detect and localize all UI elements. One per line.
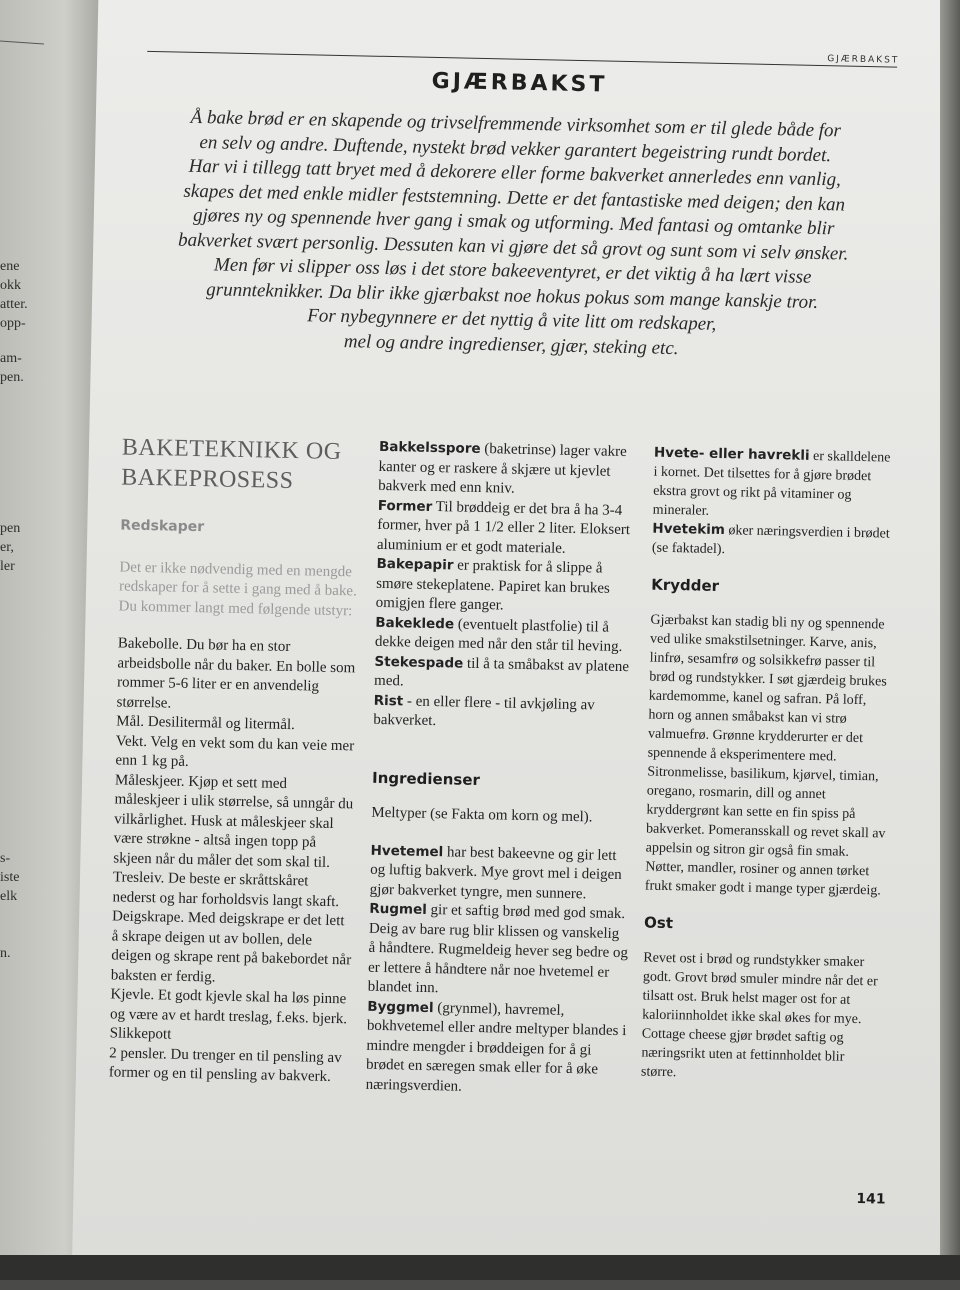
bran-entry bbox=[653, 444, 895, 525]
page-title: GJÆRBAKST bbox=[431, 68, 608, 98]
intro-line: For nybegynnere er det nyttig å vite litt om redskaper, bbox=[306, 305, 717, 335]
tool-item: Slikkepott bbox=[109, 1025, 172, 1043]
page-number: 141 bbox=[856, 1191, 886, 1208]
flour-text: (grynmel), havremel, bokhvetemel eller andre meltyper blandes i mindre mengder i brøddeigen for å gi brødet en særegen smak eller for å øke næringsverdien. bbox=[365, 999, 627, 1095]
left-page-fragment: ler bbox=[0, 559, 15, 574]
intro-line: bakverket svært personlig. Dessuten kan vi gjøre det så grovt og sunt som vi selv ønsker. bbox=[177, 229, 849, 265]
bran-term: Hvete- eller havrekli bbox=[653, 444, 810, 464]
bran-entry bbox=[652, 520, 893, 563]
flour-entry bbox=[370, 841, 631, 905]
left-page-fragment: okk bbox=[0, 278, 21, 293]
section-title: BAKETEKNIKK OG BAKEPROSESS bbox=[121, 434, 342, 495]
flour-text: gir et saftig brød med god smak. Deig av bare rug blir klissen og vanskelig å håndtere. Rugmeldeig hever seg bedre og er lettere å håndtere når noe hvetemel er blandet inn. bbox=[367, 901, 629, 997]
left-page-fragment: opp- bbox=[0, 316, 26, 331]
tool-term: Former bbox=[377, 497, 433, 515]
tool-text: til å ta småbakst av platene med. bbox=[373, 655, 630, 690]
tool-item: Deigskrape. Med deigskrape er det lett å skrape deigen ut av bollen, dele deigen og skrape rent på bakebordet når baksten er ferdig. bbox=[110, 908, 352, 986]
tool-text: - en eller flere - til avkjøling av bakverket. bbox=[373, 692, 595, 730]
tool-item: Måleskjeer. Kjøp et sett med måleskjeer i ulik størrelse, så unngår du vilkårlighet. Husk at måleskjeer skal være strøkne - altså ingen topp på skjeen når du måler det som skal til. bbox=[113, 771, 354, 871]
flour-entry bbox=[365, 997, 627, 1100]
tool-text: Til brøddeig er det bra å ha 3-4 former, hver på 1 1/2 eller 2 liter. Eloksert aluminium er et godt materiale. bbox=[376, 498, 631, 557]
tool-item: Kjevle. Et godt kjevle skal ha løs pinne og være av et hardt treslag, f.eks. bjerk. bbox=[109, 986, 348, 1027]
intro-line: mel og andre ingredienser, gjær, steking etc. bbox=[343, 330, 679, 359]
intro-line: skapes det med enkle midler feststemning. Dette er det fantastiske med deigen; den kan bbox=[183, 180, 846, 216]
column-1 bbox=[109, 432, 363, 1087]
flour-term: Rugmel bbox=[369, 900, 428, 918]
bran-text: er skalldelene i kornet. Det tilsettes for å gjøre brødet ekstra grovt og rikt på vitaminer og mineraler. bbox=[652, 448, 891, 519]
flour-term: Hvetemel bbox=[370, 842, 444, 860]
intro-paragraph bbox=[151, 105, 876, 365]
intro-line: en selv og andre. Duftende, nystekt brød vekker garantert begeistring rundt bordet. bbox=[199, 131, 832, 166]
tool-term: Rist bbox=[373, 692, 404, 709]
left-page-fragment: iste bbox=[0, 870, 20, 885]
spices-paragraph: Gjærbakst kan stadig bli ny og spennende ved ulike smakstilsetninger. Karve, anis, linfrø, sesamfrø og solsikkefrø passer til brød og rundstykker. I søt gjærdeig brukes kardemomme, kanel og safran. På loff, horn og annen småbakst kan vi strø valmuefrø. Grønne krydderurter er det spennende å eksperimentere med. Sitronmelisse, basilikum, kjørvel, timian, oregano, rosmarin, dill og annet kryddergrønt kan sette en fin spiss på bakverket. Pomeransskall og revet skall av appelsin og sitron gir også fin smak. Nøtter, mandler, rosiner og annen tørket frukt smaker godt i mange typer gjærdeig. bbox=[644, 612, 887, 899]
redskaper-intro: Det er ikke nødvendig med en mengde redskaper for å sette i gang med å bake. Du kommer langt med følgende utstyr: bbox=[118, 558, 357, 619]
subheading-ingredienser: Ingredienser bbox=[371, 768, 481, 789]
tool-entry bbox=[377, 496, 638, 560]
intro-line: Å bake brød er en skapende og trivselfremmende virksomhet som er til glede både for bbox=[190, 106, 842, 142]
subheading-redskaper: Redskaper bbox=[120, 517, 205, 536]
tool-item: Tresleiv. De beste er skråttskåret nederst og har forholdsvis langt skaft. bbox=[112, 869, 340, 910]
bran-text: øker næringsverdien i brødet (se faktadel). bbox=[651, 523, 890, 558]
tool-term: Bakkelsspore bbox=[378, 438, 481, 457]
tool-text: (eventuelt plastfolie) til å dekke deigen med når den står til heving. bbox=[374, 615, 623, 655]
tool-entry bbox=[375, 613, 636, 657]
meltyper-line: Meltyper (se Fakta om korn og mel). bbox=[371, 804, 593, 826]
subheading-krydder: Krydder bbox=[651, 575, 720, 595]
cheese-paragraph: Revet ost i brød og rundstykker smaker godt. Grovt brød smuler mindre når det er tilsatt ost. Bruk helst mager ost for at kaloriinnholdet ikke skal økes for mye. Cottage cheese gjør brødet saftig og næringsrikt uten at fettinnholdet blir større. bbox=[640, 950, 878, 1081]
left-page-fragment: pen bbox=[0, 521, 21, 536]
tool-item: 2 pensler. Du trenger en til pensling av former og en til pensling av bakverk. bbox=[108, 1044, 342, 1085]
tool-entry bbox=[374, 652, 635, 696]
subheading-ost: Ost bbox=[643, 913, 674, 933]
tool-item: Vekt. Velg en vekt som du kan veie mer enn 1 kg på. bbox=[115, 732, 355, 770]
running-head: GJÆRBAKST bbox=[827, 54, 900, 66]
column-2 bbox=[365, 438, 639, 1100]
column-3 bbox=[641, 444, 894, 1087]
tool-item: Bakebolle. Du bør ha en stor arbeidsbolle når du baker. En bolle som rommer 5-6 liter er en anvendelig størrelse. bbox=[116, 635, 356, 712]
left-page-fragment: s- bbox=[0, 851, 11, 866]
flour-term: Byggmel bbox=[367, 998, 434, 1016]
tool-entry bbox=[373, 691, 634, 735]
tool-entry bbox=[376, 555, 637, 619]
intro-line: grunnteknikker. Da blir ikke gjærbakst noe hokus pokus som mange kanskje tror. bbox=[206, 278, 819, 313]
flour-entry bbox=[367, 900, 629, 1003]
tool-item: Mål. Desilitermål og litermål. bbox=[116, 713, 296, 734]
tool-text: er praktisk for å slippe å smøre stekeplatene. Papiret kan brukes omigjen flere ganger. bbox=[375, 557, 610, 614]
bran-term: Hvetekim bbox=[652, 520, 726, 539]
left-page-fragment: ene bbox=[0, 259, 20, 274]
header-rule bbox=[147, 51, 900, 68]
left-page-fragment: n. bbox=[0, 946, 11, 961]
left-page-fragment: atter. bbox=[0, 297, 28, 312]
intro-line: Men før vi slipper oss løs i det store bakeeventyret, er det viktig å ha lært visse bbox=[213, 254, 812, 288]
tool-term: Stekespade bbox=[374, 653, 464, 672]
tool-entry bbox=[378, 438, 639, 502]
intro-line: Har vi i tillegg tatt bryet med å dekorere eller forme bakverket annerledes enn vanlig, bbox=[188, 155, 842, 191]
left-page-fragment: am- bbox=[0, 351, 22, 366]
left-page-fragment: er, bbox=[0, 540, 14, 555]
tool-text: (baketrinse) lager vakre kanter og er raskere å skjære ut kjevlet bakverk med enn kniv. bbox=[378, 440, 627, 497]
left-page-fragment: pen. bbox=[0, 370, 24, 385]
tool-term: Bakeklede bbox=[375, 614, 455, 632]
flour-text: har best bakeevne og gir lett og luftig bakverk. Mye grovt mel i deigen gjør bakverket tyngre, men sunnere. bbox=[369, 843, 622, 902]
tool-term: Bakepapir bbox=[376, 555, 454, 574]
intro-line: gjøres ny og spennende hver gang i smak og utforming. Med fantasi og omtanke blir bbox=[192, 204, 835, 240]
left-page-fragment: elk bbox=[0, 889, 18, 904]
